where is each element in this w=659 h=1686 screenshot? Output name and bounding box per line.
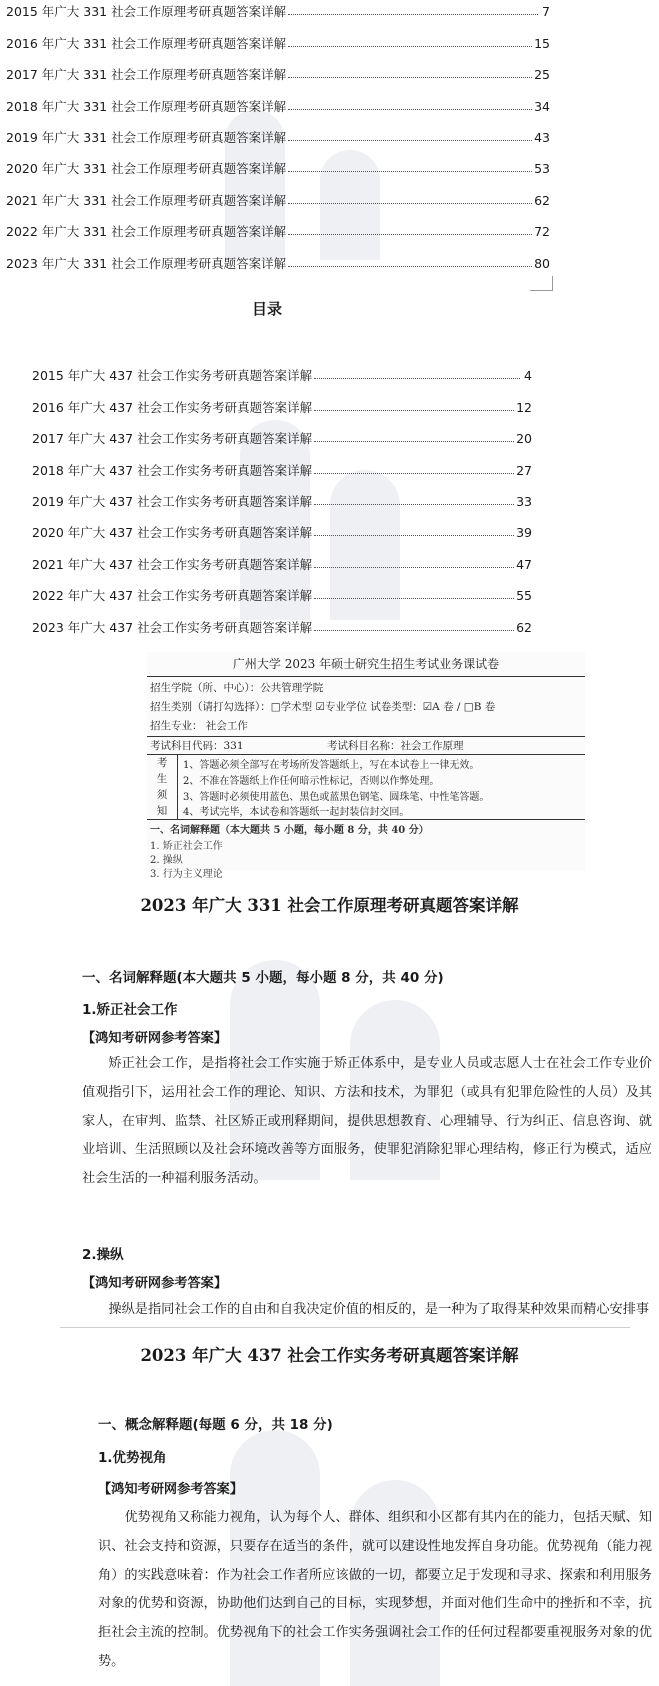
toc-entry[interactable] bbox=[32, 603, 532, 634]
doc-title-331: 2023 年广大 331 社会工作原理考研真题答案详解 bbox=[140, 896, 519, 915]
toc-entry[interactable] bbox=[6, 208, 550, 239]
toc-entry-title: 2022 年广大 331 社会工作原理考研真题答案详解 bbox=[6, 224, 287, 240]
question-title: 1.优势视角 bbox=[98, 1450, 167, 1466]
toc-entry-title: 2023 年广大 437 社会工作实务考研真题答案详解 bbox=[32, 619, 313, 635]
answer-paragraph: 操纵是指同社会工作的自由和自我决定价值的相反的，是一种为了取得某种效果而精心安排事 bbox=[108, 1302, 650, 1317]
toc-entry[interactable] bbox=[6, 114, 550, 145]
toc-entry-title: 2017 年广大 331 社会工作原理考研真题答案详解 bbox=[6, 67, 287, 83]
toc-leader-dots bbox=[288, 234, 532, 235]
toc-entry[interactable] bbox=[6, 51, 550, 82]
toc-entry[interactable] bbox=[32, 509, 532, 540]
scanned-exam-paper bbox=[147, 652, 585, 880]
question-title: 2.操纵 bbox=[82, 1247, 124, 1263]
notice-label bbox=[147, 755, 178, 819]
toc-entry[interactable] bbox=[32, 540, 532, 571]
toc-entry-page: 39 bbox=[516, 525, 532, 541]
toc-leader-dots bbox=[314, 378, 520, 379]
toc-leader-dots bbox=[288, 203, 532, 204]
toc-entry-title: 2020 年广大 331 社会工作原理考研真题答案详解 bbox=[6, 161, 287, 177]
toc-entry-page: 72 bbox=[534, 224, 550, 240]
exam-section: 一、名词解释题（本大题共 5 小题，每小题 8 分，共 40 分） bbox=[150, 825, 429, 836]
toc-entry[interactable] bbox=[32, 352, 532, 383]
toc-entry-title: 2018 年广大 437 社会工作实务考研真题答案详解 bbox=[32, 462, 313, 478]
toc-entry-page: 62 bbox=[534, 192, 550, 208]
toc-entry[interactable] bbox=[32, 383, 532, 414]
toc-leader-dots bbox=[288, 171, 532, 172]
toc-entry[interactable] bbox=[6, 145, 550, 176]
toc-entry-title: 2021 年广大 331 社会工作原理考研真题答案详解 bbox=[6, 192, 287, 208]
toc-leader-dots bbox=[314, 535, 514, 536]
toc-entry-page: 33 bbox=[516, 493, 532, 509]
toc-entry-title: 2016 年广大 331 社会工作原理考研真题答案详解 bbox=[6, 35, 287, 51]
toc-entry-title: 2015 年广大 331 社会工作原理考研真题答案详解 bbox=[6, 4, 287, 20]
toc-entry[interactable] bbox=[32, 478, 532, 509]
exam-question: 2. 操纵 bbox=[150, 855, 183, 866]
toc-331 bbox=[6, 0, 550, 271]
toc-entry-page: 47 bbox=[516, 556, 532, 572]
answer-text bbox=[82, 1296, 652, 1324]
toc-entry[interactable] bbox=[6, 239, 550, 270]
toc-entry-page: 62 bbox=[516, 619, 532, 635]
exam-major: 招生专业： 社会工作 bbox=[150, 720, 248, 732]
toc-entry-page: 55 bbox=[516, 588, 532, 604]
toc-leader-dots bbox=[288, 46, 532, 47]
answer-text bbox=[98, 1504, 652, 1677]
toc-leader-dots bbox=[314, 504, 514, 505]
exam-rule bbox=[147, 819, 585, 820]
notice-item: 4、考试完毕，本试卷和答题纸一起封装信封交回。 bbox=[183, 807, 410, 818]
toc-entry-title: 2022 年广大 437 社会工作实务考研真题答案详解 bbox=[32, 588, 313, 604]
toc-entry-title: 2018 年广大 331 社会工作原理考研真题答案详解 bbox=[6, 98, 287, 114]
section-heading: 一、名词解释题(本大题共 5 小题，每小题 8 分，共 40 分) bbox=[82, 970, 444, 986]
exam-question: 1. 矫正社会工作 bbox=[150, 841, 223, 852]
answer-tag: 【鸿知考研网参考答案】 bbox=[82, 1276, 228, 1291]
toc-437 bbox=[32, 352, 532, 635]
toc-entry-page: 43 bbox=[534, 129, 550, 145]
toc-entry-title: 2019 年广大 331 社会工作原理考研真题答案详解 bbox=[6, 129, 287, 145]
toc-entry-page: 20 bbox=[516, 431, 532, 447]
toc-entry-page: 53 bbox=[534, 161, 550, 177]
toc-leader-dots bbox=[314, 441, 514, 442]
section-heading: 一、概念解释题(每题 6 分，共 18 分) bbox=[98, 1417, 333, 1433]
toc-leader-dots bbox=[314, 630, 514, 631]
answer-tag: 【鸿知考研网参考答案】 bbox=[82, 1031, 228, 1046]
toc-leader-dots bbox=[288, 109, 532, 110]
toc-entry[interactable] bbox=[32, 415, 532, 446]
toc-leader-dots bbox=[314, 473, 514, 474]
answer-paragraph: 矫正社会工作，是指将社会工作实施于矫正体系中，是专业人员或志愿人士在社会工作专业价值观指引下，运用社会工作的理论、知识、方法和技术，为罪犯（或具有犯罪危险性的人员）及其家人，在审判、监禁、社区矫正或刑释期间，提供思想教育、心理辅导、行为纠正、信息咨询、就业培训、生活照顾以及社会环境改善等方面服务，使罪犯消除犯罪心理结构，修正行为模式，适应社会生活的一种福利服务活动。 bbox=[82, 1056, 652, 1187]
toc-entry[interactable] bbox=[6, 176, 550, 207]
toc-entry-page: 12 bbox=[516, 399, 532, 415]
toc-entry-page: 80 bbox=[534, 255, 550, 271]
answer-paragraph: 优势视角又称能力视角，认为每个人、群体、组织和小区都有其内在的能力，包括天赋、知识、社会支持和资源，只要存在适当的条件，就可以建设性地发挥自身功能。优势视角（能力视角）的实践意味着：作为社会工作者所应该做的一切，都要立足于发现和寻求、探索和利用服务对象的优势和资源，协助他们达到自己的目标，实现梦想，并面对他们生命中的挫折和不幸，抗拒社会主流的控制。优势视角下的社会工作实务强调社会工作的任何过程都要重视服务对象的优势。 bbox=[98, 1510, 652, 1669]
toc-leader-dots bbox=[288, 266, 532, 267]
exam-subject: 考试科目名称：社会工作原理 bbox=[327, 740, 464, 752]
toc-entry[interactable] bbox=[6, 19, 550, 50]
answer-tag: 【鸿知考研网参考答案】 bbox=[98, 1482, 244, 1497]
doc-title-437: 2023 年广大 437 社会工作实务考研真题答案详解 bbox=[140, 1346, 519, 1365]
answer-text bbox=[82, 1050, 652, 1194]
page-corner-mark bbox=[530, 276, 553, 291]
toc-leader-dots bbox=[288, 77, 532, 78]
toc-entry-page: 27 bbox=[516, 462, 532, 478]
question-title: 1.矫正社会工作 bbox=[82, 1002, 178, 1018]
toc-leader-dots bbox=[314, 410, 514, 411]
toc-entry[interactable] bbox=[32, 572, 532, 603]
notice-label-char: 知 bbox=[156, 805, 168, 817]
notice-label-char: 考 bbox=[156, 757, 168, 769]
exam-title: 广州大学 2023 年硕士研究生招生考试业务课试卷 bbox=[147, 652, 585, 677]
notice-label-char: 生 bbox=[156, 773, 168, 785]
toc-entry-title: 2021 年广大 437 社会工作实务考研真题答案详解 bbox=[32, 556, 313, 572]
exam-code: 考试科目代码：331 bbox=[150, 740, 244, 752]
toc-entry-page: 15 bbox=[534, 35, 550, 51]
notice-item: 3、答题时必须使用蓝色、黑色或蓝黑色钢笔、圆珠笔、中性笔答题。 bbox=[183, 792, 490, 803]
toc-entry-page: 7 bbox=[542, 4, 550, 20]
toc-entry[interactable] bbox=[32, 446, 532, 477]
exam-rule bbox=[147, 736, 585, 737]
toc-entry-title: 2019 年广大 437 社会工作实务考研真题答案详解 bbox=[32, 493, 313, 509]
notice-item: 2、不准在答题纸上作任何暗示性标记，否则以作弊处理。 bbox=[183, 776, 440, 787]
notice-item: 1、答题必须全部写在考场所发答题纸上，写在本试卷上一律无效。 bbox=[183, 760, 480, 771]
toc-entry-title: 2023 年广大 331 社会工作原理考研真题答案详解 bbox=[6, 255, 287, 271]
toc-entry-page: 34 bbox=[534, 98, 550, 114]
toc-entry-title: 2020 年广大 437 社会工作实务考研真题答案详解 bbox=[32, 525, 313, 541]
exam-category: 招生类别（请打勾选择）：□学术型 ☑专业学位 试卷类型：☑A 卷 / □B 卷 bbox=[150, 701, 496, 713]
toc-entry-page: 25 bbox=[534, 67, 550, 83]
toc-leader-dots bbox=[288, 14, 538, 15]
toc-heading: 目录 bbox=[252, 300, 283, 318]
toc-entry[interactable] bbox=[6, 0, 550, 19]
exam-question: 3. 行为主义理论 bbox=[150, 869, 223, 880]
notice-label-char: 须 bbox=[156, 789, 168, 801]
toc-entry-title: 2017 年广大 437 社会工作实务考研真题答案详解 bbox=[32, 431, 313, 447]
toc-leader-dots bbox=[314, 567, 514, 568]
page-divider bbox=[60, 1327, 630, 1328]
toc-entry-page: 4 bbox=[524, 368, 532, 384]
toc-entry-title: 2016 年广大 437 社会工作实务考研真题答案详解 bbox=[32, 399, 313, 415]
toc-entry-title: 2015 年广大 437 社会工作实务考研真题答案详解 bbox=[32, 368, 313, 384]
toc-leader-dots bbox=[314, 598, 514, 599]
toc-entry[interactable] bbox=[6, 82, 550, 113]
exam-school: 招生学院（所、中心）：公共管理学院 bbox=[150, 682, 324, 694]
toc-leader-dots bbox=[288, 140, 532, 141]
